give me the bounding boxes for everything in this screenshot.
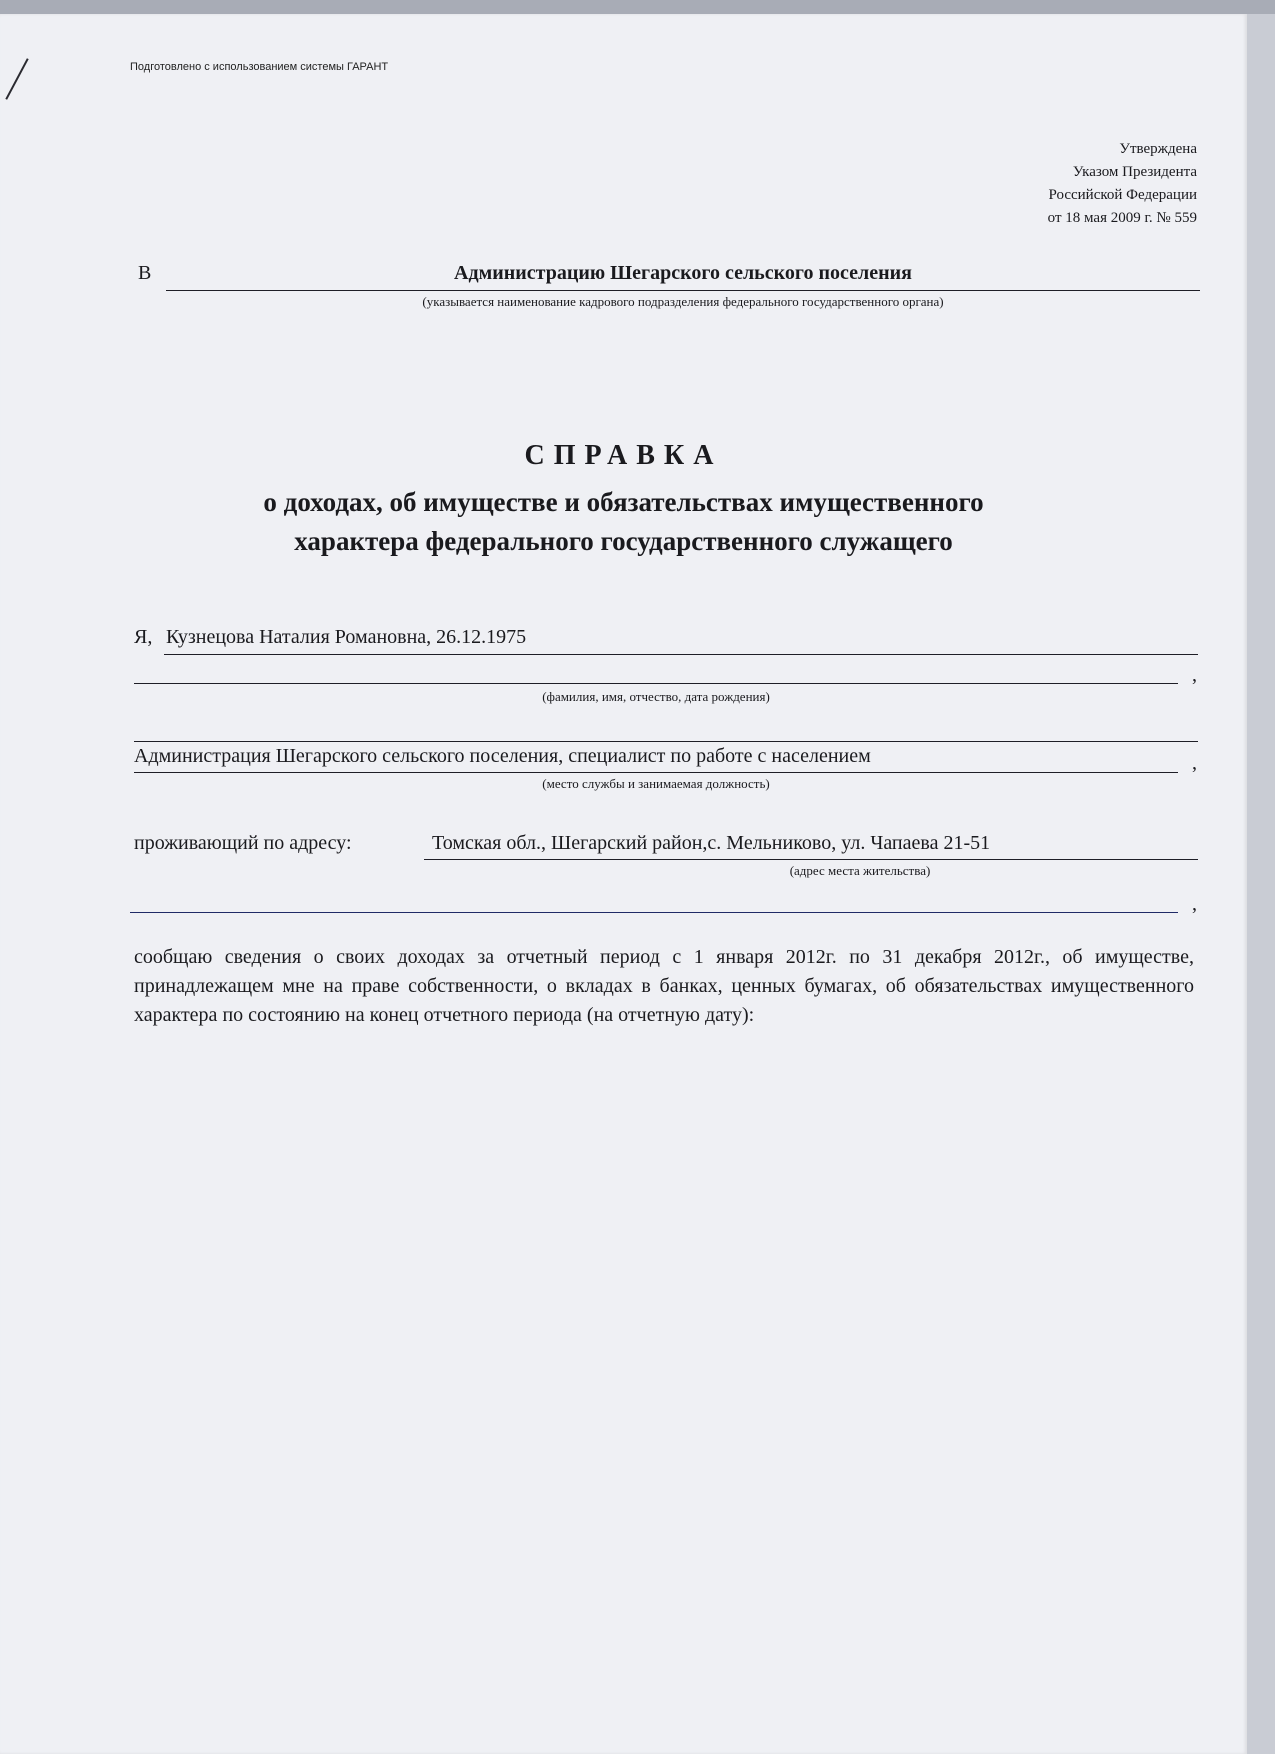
approval-line-1: Утверждена [1119, 141, 1197, 157]
person-prefix: Я, [134, 626, 153, 648]
header-note: Подготовлено с использованием системы ГАРАНТ [130, 61, 389, 73]
address-prefix: проживающий по адресу: [134, 832, 352, 854]
person-comma: , [1192, 664, 1197, 686]
recipient-underline [166, 290, 1200, 291]
person-value: Кузнецова Наталия Романовна, 26.12.1975 [166, 626, 527, 648]
approval-line-3: Российской Федерации [1048, 187, 1197, 203]
person-hint: (фамилия, имя, отчество, дата рождения) [542, 689, 770, 704]
person-underline [164, 654, 1198, 655]
address-value: Томская обл., Шегарский район,с. Мельниково, ул. Чапаева 21-51 [432, 832, 991, 854]
subtitle-line-1: о доходах, об имуществе и обязательствах имущественного [263, 487, 984, 517]
subtitle-line-2: характера федерального государственного служащего [294, 526, 953, 556]
recipient-hint: (указывается наименование кадрового подразделения федерального государственного органа) [422, 294, 944, 309]
workplace-top-line [134, 741, 1198, 742]
document-subtitle [0, 483, 1247, 561]
workplace-hint: (место службы и занимаемая должность) [542, 776, 770, 791]
approval-line-4: от 18 мая 2009 г. № 559 [1047, 210, 1197, 226]
scan-right-edge [1247, 14, 1275, 1754]
recipient-prefix: В [138, 262, 152, 284]
approval-block [1048, 138, 1197, 230]
recipient-value: Администрацию Шегарского сельского поселения [454, 262, 912, 284]
scan-top-edge [0, 0, 1275, 14]
address-underline [424, 859, 1198, 860]
address-underline-2 [130, 912, 1178, 913]
person-underline-2 [134, 683, 1178, 684]
approval-line-2: Указом Президента [1072, 164, 1197, 180]
statement-text: сообщаю сведения о своих доходах за отчетный период с 1 января 2012г. по 31 декабря 2012г., об имуществе, принадлежащем мне на праве собственности, о вкладах в банках, ценных бумагах, об обязательствах имущественного характера по состоянию на конец отчетного периода (на отчетную дату): [134, 946, 1194, 1026]
workplace-comma: , [1192, 752, 1197, 774]
address-comma: , [1192, 893, 1197, 915]
address-hint: (адрес места жительства) [789, 863, 931, 878]
document-title: СПРАВКА [524, 440, 723, 471]
workplace-underline [134, 772, 1178, 773]
workplace-value: Администрация Шегарского сельского поселения, специалист по работе с населением [134, 745, 871, 767]
